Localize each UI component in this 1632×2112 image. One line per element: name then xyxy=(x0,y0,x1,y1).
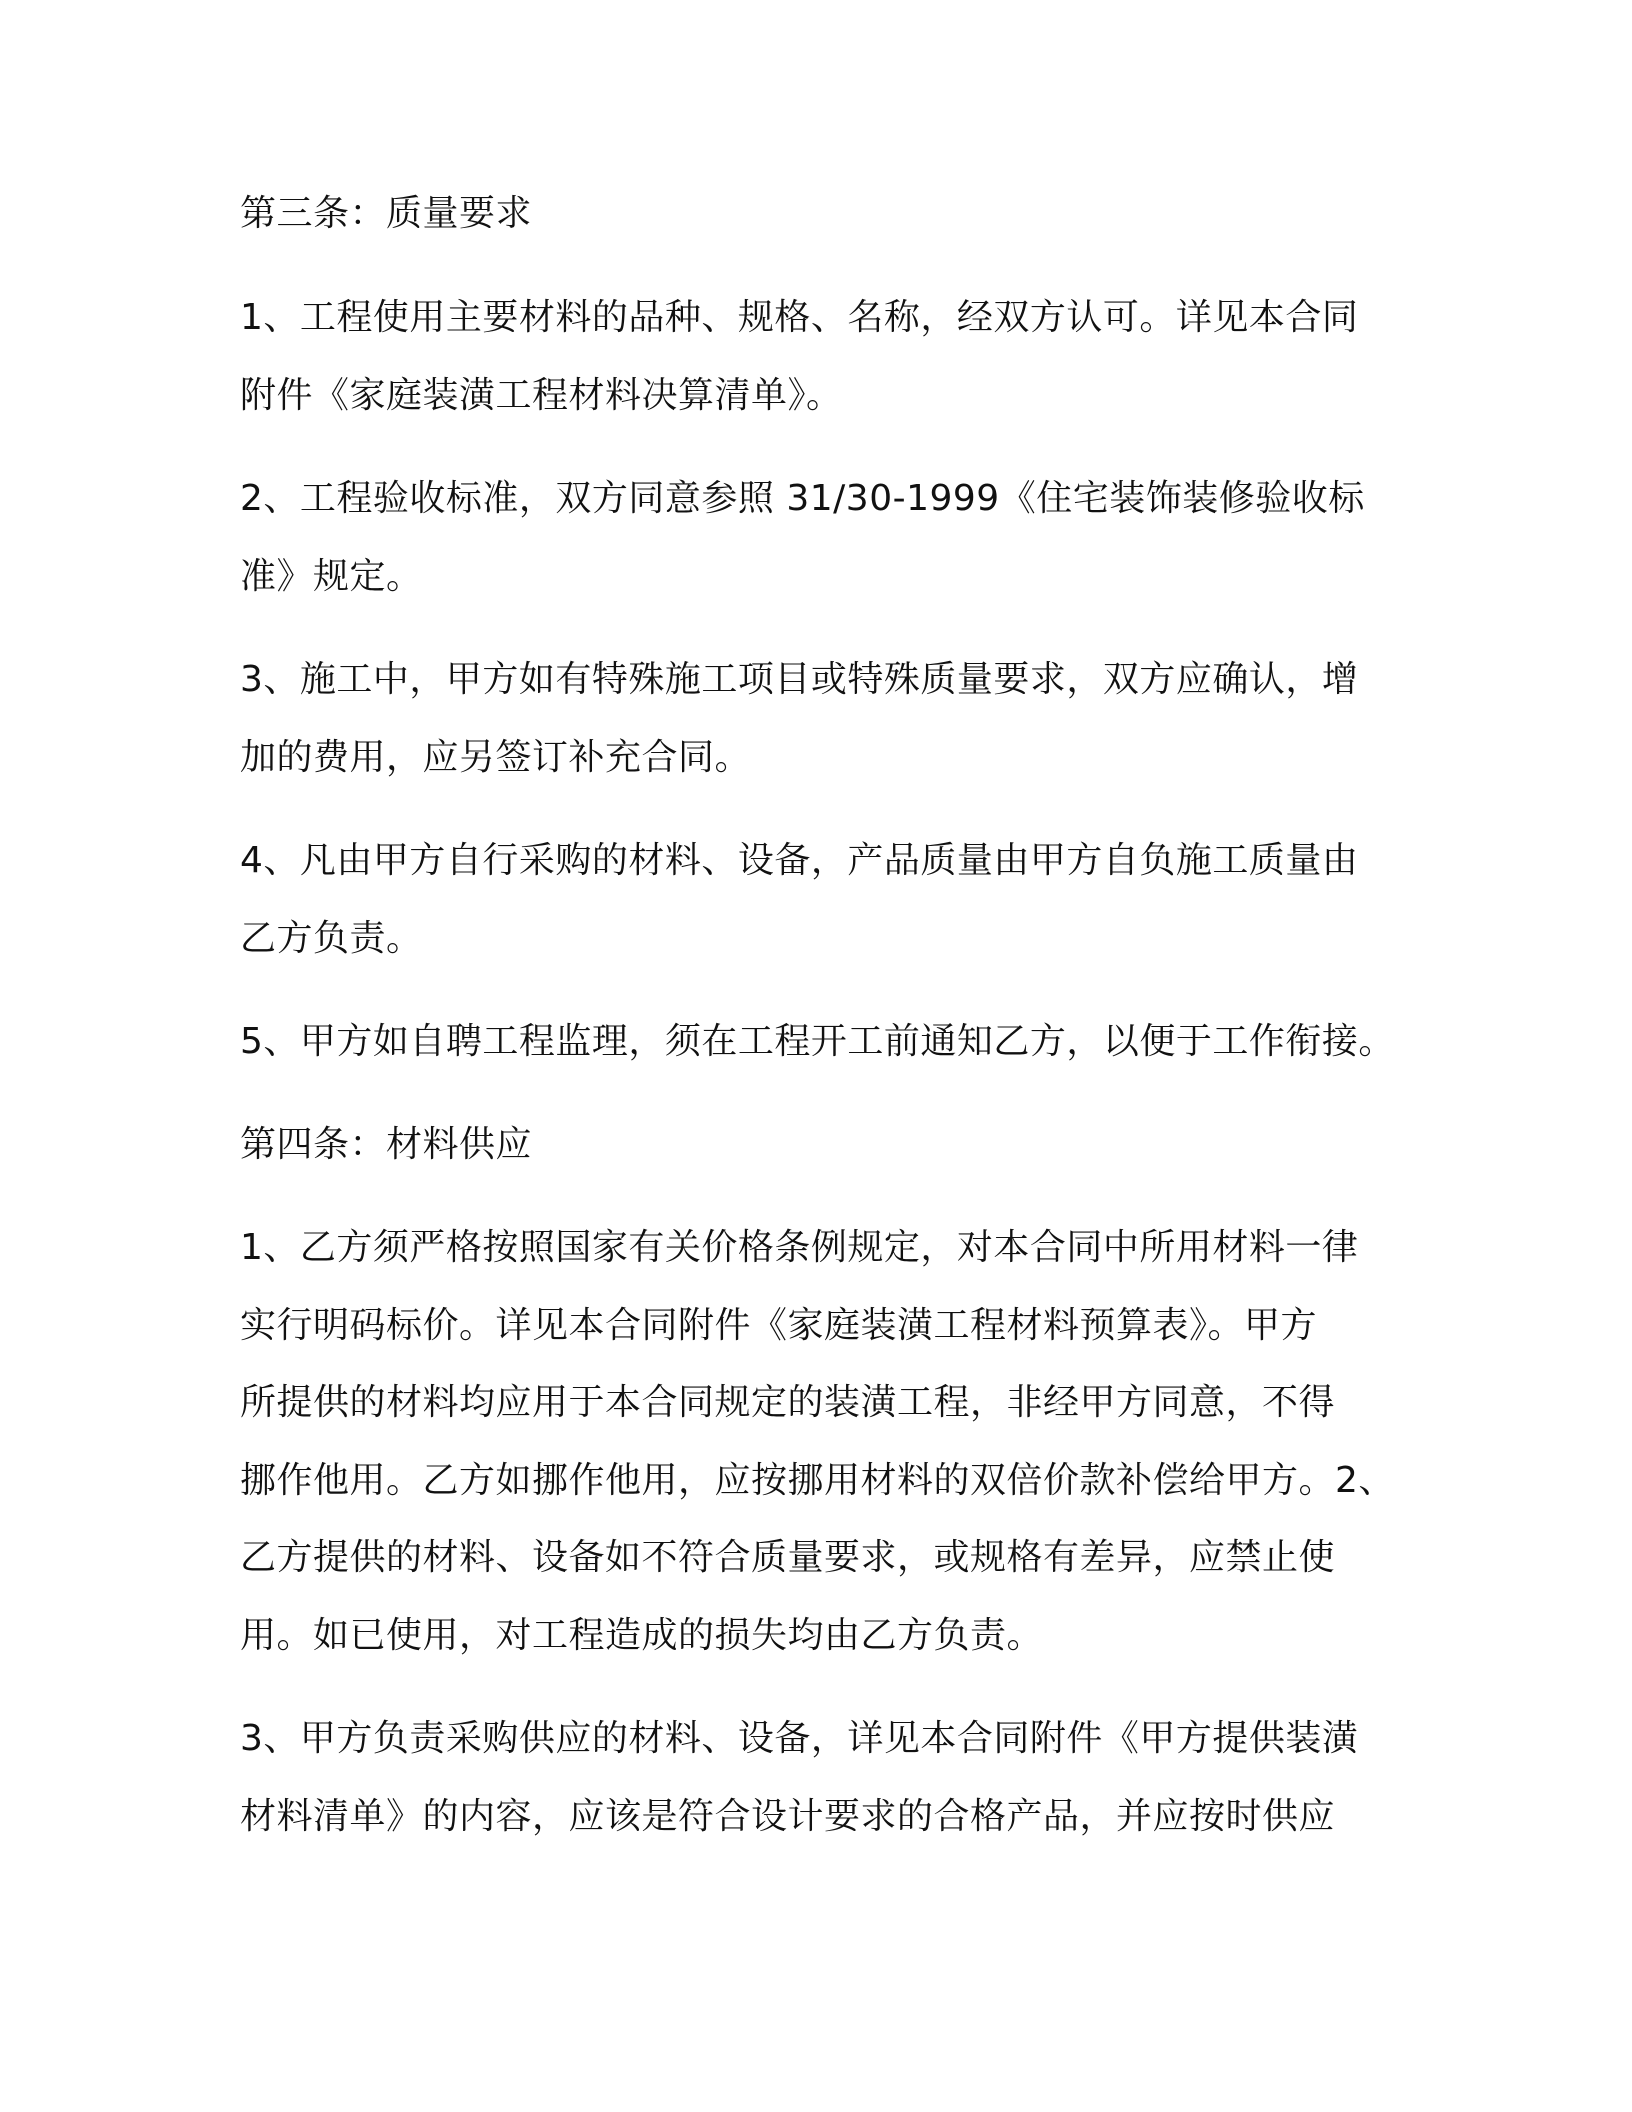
paragraph-line: 3、甲方负责采购供应的材料、设备，详见本合同附件《甲方提供装潢 xyxy=(240,1718,1359,1759)
paragraph-line: 4、凡由甲方自行采购的材料、设备，产品质量由甲方自负施工质量由 xyxy=(240,840,1359,881)
section-heading-article-3: 第三条：质量要求 xyxy=(240,193,533,234)
paragraph-line: 1、乙方须严格按照国家有关价格条例规定，对本合同中所用材料一律 xyxy=(240,1227,1359,1268)
paragraph-line: 5、甲方如自聘工程监理，须在工程开工前通知乙方，以便于工作衔接。 xyxy=(240,1021,1395,1062)
paragraph-line: 挪作他用。乙方如挪作他用，应按挪用材料的双倍价款补偿给甲方。2、 xyxy=(240,1460,1395,1501)
paragraph-line: 材料清单》的内容，应该是符合设计要求的合格产品，并应按时供应 xyxy=(240,1796,1336,1837)
paragraph-line: 用。如已使用，对工程造成的损失均由乙方负责。 xyxy=(240,1615,1044,1656)
paragraph-line: 乙方负责。 xyxy=(240,918,423,959)
paragraph-line: 准》规定。 xyxy=(240,556,423,597)
paragraph-line: 所提供的材料均应用于本合同规定的装潢工程，非经甲方同意，不得 xyxy=(240,1382,1336,1423)
section-heading-article-4: 第四条：材料供应 xyxy=(240,1124,533,1165)
paragraph-line: 1、工程使用主要材料的品种、规格、名称，经双方认可。详见本合同 xyxy=(240,297,1359,338)
paragraph-line: 3、施工中，甲方如有特殊施工项目或特殊质量要求，双方应确认，增 xyxy=(240,659,1359,700)
paragraph-line: 乙方提供的材料、设备如不符合质量要求，或规格有差异，应禁止使 xyxy=(240,1537,1336,1578)
paragraph-line: 附件《家庭装潢工程材料决算清单》。 xyxy=(240,375,843,416)
paragraph-line: 加的费用，应另签订补充合同。 xyxy=(240,737,752,778)
paragraph-line: 实行明码标价。详见本合同附件《家庭装潢工程材料预算表》。甲方 xyxy=(240,1305,1318,1346)
paragraph-line: 2、工程验收标准，双方同意参照 31/30-1999《住宅装饰装修验收标 xyxy=(240,478,1365,519)
